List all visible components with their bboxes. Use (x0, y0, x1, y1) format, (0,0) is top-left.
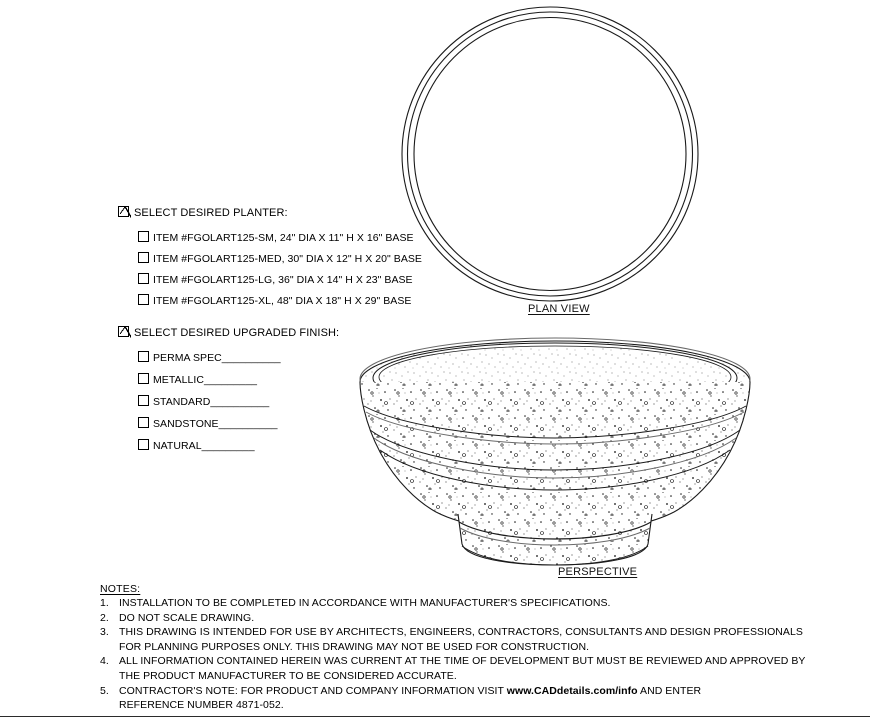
note-number: 5. (100, 684, 109, 697)
planter-option-row[interactable] (138, 231, 418, 252)
note-text (119, 596, 860, 611)
bowl-body-profile (360, 382, 750, 533)
note-number: 1. (100, 597, 109, 609)
note-line: THIS DRAWING IS INTENDED FOR USE BY ARCHITECTS, ENGINEERS, CONTRACTORS, CONSULTANTS AND DESIGN PROFESSIONALS (119, 626, 803, 639)
planter-option-list (138, 231, 422, 315)
note-line: DO NOT SCALE DRAWING. (119, 611, 255, 624)
finish-option-row[interactable] (138, 351, 418, 373)
finish-option-row[interactable] (138, 395, 418, 417)
finish-standard-label: STANDARD__________ (153, 396, 270, 408)
plan-view-svg (400, 4, 700, 304)
finish-natural-label: NATURAL_________ (153, 440, 255, 452)
select-planter-header-checkbox[interactable] (118, 206, 129, 217)
select-planter-header (118, 206, 418, 222)
notes-block (100, 583, 860, 713)
planter-lg-checkbox[interactable] (138, 273, 149, 284)
note-number: 3. (100, 626, 109, 639)
finish-standard-checkbox[interactable] (138, 395, 149, 406)
finish-sandstone-label: SANDSTONE__________ (153, 418, 278, 430)
planter-xl-label: ITEM #FGOLART125-XL, 48" DIA X 18" H X 29" BASE (153, 295, 412, 307)
select-planter-header-label: SELECT DESIRED PLANTER: (134, 207, 288, 219)
planter-foot (458, 514, 652, 565)
note-line: THE PRODUCT MANUFACTURER TO BE CONSIDERED ACCURATE. (119, 669, 457, 682)
select-finish-header-label: SELECT DESIRED UPGRADED FINISH: (134, 327, 340, 339)
note-line: INSTALLATION TO BE COMPLETED IN ACCORDANCE WITH MANUFACTURER'S SPECIFICATIONS. (119, 597, 611, 609)
plan-inner-rim-circle (414, 18, 686, 291)
note-item (100, 611, 860, 626)
perspective-view-label: PERSPECTIVE (558, 566, 638, 578)
planter-med-checkbox[interactable] (138, 252, 149, 263)
note-line: CONTRACTOR'S NOTE: FOR PRODUCT AND COMPANY INFORMATION VISIT www.CADdetails.com/info AND ENTER (119, 684, 702, 697)
planter-option-row[interactable] (138, 294, 418, 315)
select-planter-group (118, 206, 422, 315)
sheet-bottom-rule (0, 716, 870, 717)
finish-perma-spec-checkbox[interactable] (138, 351, 149, 362)
finish-metallic-checkbox[interactable] (138, 373, 149, 384)
finish-metallic-label: METALLIC_________ (153, 374, 257, 386)
finish-option-row[interactable] (138, 417, 418, 439)
planter-lg-label: ITEM #FGOLART125-LG, 36" DIA X 14" H X 23" BASE (153, 274, 413, 286)
note-text (119, 625, 860, 654)
plan-view-drawing (400, 4, 700, 324)
note-text (119, 684, 860, 713)
finish-option-list (138, 351, 418, 461)
notes-title: NOTES: (100, 583, 141, 595)
select-finish-group (118, 326, 418, 461)
planter-body (360, 382, 750, 533)
note-line: ALL INFORMATION CONTAINED HEREIN WAS CURRENT AT THE TIME OF DEVELOPMENT BUT MUST BE REVIEWED AND APPROVED BY (119, 655, 806, 668)
note-item (100, 654, 860, 683)
planter-med-label: ITEM #FGOLART125-MED, 30" DIA X 12" H X 20" BASE (153, 253, 422, 265)
note-number: 4. (100, 655, 109, 668)
caddetails-url[interactable]: www.CADdetails.com/info (506, 684, 638, 697)
finish-option-row[interactable] (138, 439, 418, 461)
finish-sandstone-checkbox[interactable] (138, 417, 149, 428)
planter-bowl-geometry (360, 338, 750, 565)
planter-option-row[interactable] (138, 252, 422, 273)
note-text (119, 611, 860, 626)
note-text (119, 654, 860, 683)
planter-sm-label: ITEM #FGOLART125-SM, 24" DIA X 11" H X 16" BASE (153, 232, 414, 244)
plan-view-label: PLAN VIEW (528, 303, 590, 315)
note-number: 2. (100, 611, 109, 624)
select-finish-header-checkbox[interactable] (118, 326, 129, 337)
note-item (100, 625, 860, 654)
note-item (100, 596, 860, 611)
plan-middle-rim-circle (408, 12, 693, 296)
planter-sm-checkbox[interactable] (138, 231, 149, 242)
finish-natural-checkbox[interactable] (138, 439, 149, 450)
finish-option-row[interactable] (138, 373, 418, 395)
planter-option-row[interactable] (138, 273, 418, 294)
plan-outer-rim-circle (402, 7, 698, 301)
finish-perma-spec-label: PERMA SPEC__________ (153, 352, 281, 364)
planter-xl-checkbox[interactable] (138, 294, 149, 305)
note-line: REFERENCE NUMBER 4871-052. (119, 699, 284, 712)
select-finish-header (118, 326, 418, 342)
note-item (100, 684, 860, 713)
options-panel (118, 206, 422, 461)
note-line: FOR PLANNING PURPOSES ONLY. THIS DRAWING MAY NOT BE USED FOR CONSTRUCTION. (119, 640, 590, 653)
